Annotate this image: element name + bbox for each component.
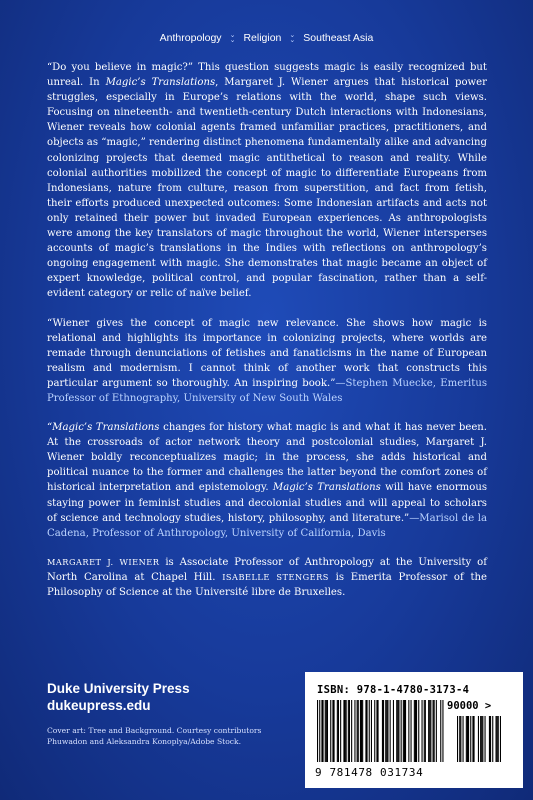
price-code: 90000 > xyxy=(447,700,492,712)
barcode-supplement-bar xyxy=(467,716,468,762)
barcode-bar xyxy=(401,700,402,762)
barcode-supplement-bar xyxy=(497,716,498,762)
barcode-bar xyxy=(345,700,346,762)
barcode-bar xyxy=(330,700,331,762)
barcode-bar xyxy=(348,700,349,762)
barcode-bar xyxy=(319,700,320,762)
barcode-bar xyxy=(337,700,338,762)
back-cover-text xyxy=(47,60,487,614)
endorsement-muecke: “Wiener gives the concept of magic new relevance. She shows how magic is relational and highlights its importance in colonizing projects, where worlds are remade through denunciations of fetishes and fanaticisms in the name of European realism and modernism. I cannot think of another work that constructs this particular argument so thoroughly. An inspiring book.”—Stephen Muecke, Emeritus Professor of Ethnography, University of New South Wales xyxy=(47,317,488,404)
barcode-bar xyxy=(365,700,366,762)
barcode-supplement-bar xyxy=(468,716,469,762)
barcode-bar xyxy=(414,700,415,762)
barcode-bar xyxy=(343,700,344,762)
barcode-bar xyxy=(387,700,388,762)
barcode-bar xyxy=(404,700,405,762)
barcode-supplement-bar xyxy=(480,716,481,762)
endorsement-cadena: “Magic’s Translations changes for history what magic is and what it has never been. At the crossroads of actor network theory and postcolonial studies, Margaret J. Wiener boldly reconceptualizes magic; in the process, she adds historical and political nuance to the former and challenges the latter beyond the comfort zones of historical interpretation and epistemology. Magic’s Translations will have enormous staying power in feminist studies and decolonial studies and will appeal to scholars of science and technology studies, history, philosophy, and literature.”—Marisol de la Cadena, Professor of Anthropology, University of California, Davis xyxy=(47,422,488,539)
barcode-supplement-bar xyxy=(463,716,464,762)
barcode-bar xyxy=(405,700,406,762)
barcode-bar xyxy=(351,700,352,762)
barcode-bar xyxy=(398,700,399,762)
barcode-supplement-bar xyxy=(485,716,486,762)
barcode-bar xyxy=(411,700,412,762)
barcode-supplement-bar xyxy=(500,716,501,762)
cover-art-credit: Cover art: Tree and Background. Courtesy contributors Phuwadon and Aleksandra Konoplya/Adobe Stock. xyxy=(47,726,262,746)
author-name: ISABELLE STENGERS xyxy=(222,571,329,582)
barcode-bar xyxy=(378,700,379,762)
publisher-url: dukeupress.edu xyxy=(47,698,151,713)
barcode-supplement-bar xyxy=(481,716,482,762)
barcode-bar xyxy=(424,700,425,762)
barcode-bar xyxy=(415,700,416,762)
publisher-name: Duke University Press xyxy=(47,681,190,696)
barcode-bar xyxy=(321,700,322,762)
barcode-bar xyxy=(382,700,383,762)
chevron-separator-icon: ⌄ ⌄ xyxy=(289,32,296,44)
category-southeast-asia: Southeast Asia xyxy=(303,32,374,44)
barcode-bar xyxy=(425,700,426,762)
barcode-bar xyxy=(397,700,398,762)
category-religion: Religion xyxy=(243,32,282,44)
isbn-digits: 9 781478 031734 xyxy=(315,766,424,779)
barcode-bar xyxy=(433,700,434,762)
barcode-bar xyxy=(385,700,386,762)
barcode-bar xyxy=(434,700,435,762)
barcode-bar xyxy=(338,700,339,762)
author-name: MARGARET J. WIENER xyxy=(47,556,160,567)
category-anthropology: Anthropology xyxy=(159,32,222,44)
barcode-supplement-bar xyxy=(472,716,473,762)
barcode-bar xyxy=(357,700,358,762)
barcode-bar xyxy=(349,700,350,762)
barcode-bar xyxy=(358,700,359,762)
barcode-bar xyxy=(361,700,362,762)
barcode-bar xyxy=(383,700,384,762)
barcode-bar xyxy=(408,700,409,762)
barcode-bar xyxy=(332,700,333,762)
isbn-barcode xyxy=(305,672,523,788)
barcode-supplement-bar xyxy=(478,716,479,762)
barcode-bar xyxy=(334,700,335,762)
book-description: “Do you believe in magic?” This question suggests magic is easily recognized but unreal. In Magic’s Translations, Margaret J. Wiener argues that historical power struggles, especially in Europe’s relations with the world, shape such views. Focusing on nineteenth- and twentieth-century Dutch interactions with Indonesians, Wiener reveals how colonial agents framed unfamiliar practices, practitioners, and objects as “magic,” rendering distinct phenomena fundamentally alike and advancing colonizing projects that deemed magic antithetical to reason and reality. While colonial authorities mobilized the concept of magic to differentiate Europeans from Indonesians, nature from culture, reason from superstition, and fact from fetish, their efforts produced unexpected outcomes: Some Indonesian artifacts and acts not only retained their power but invaded European experiences. As anthropologists were among the key translators of magic throughout the world, Wiener intersperses accounts of magic’s translations in the Indies with reflections on anthropology’s ongoing engagement with magic. She demonstrates that magic became an object of expert knowledge, political control, and popular fascination, rather than a self-evident category or relic of naïve belief. xyxy=(47,62,487,300)
barcode-supplement-bar xyxy=(466,716,467,762)
barcode-bar xyxy=(371,700,372,762)
subject-categories xyxy=(0,32,533,44)
barcode-supplement-bar xyxy=(457,716,458,762)
barcode-bar xyxy=(442,700,443,762)
barcode-bar xyxy=(346,700,347,762)
barcode-bar xyxy=(317,700,318,762)
barcode-bar xyxy=(374,700,375,762)
barcode-bar xyxy=(386,700,387,762)
barcode-bar xyxy=(362,700,363,762)
barcode-bar xyxy=(369,700,370,762)
barcode-supplement-bar xyxy=(470,716,471,762)
barcode-bar xyxy=(430,700,431,762)
barcode-supplement-bar xyxy=(490,716,491,762)
barcode-bar xyxy=(327,700,328,762)
author-bios: MARGARET J. WIENER is Associate Professor of Anthropology at the University of North Carolina at Chapel Hill. ISABELLE STENGERS is Emerita Professor of the Philosophy of Science at the Université libre de Bruxelles. xyxy=(47,556,487,598)
barcode-supplement-bar xyxy=(498,716,499,762)
barcode-supplement-bar xyxy=(474,716,475,762)
barcode-bar xyxy=(393,700,394,762)
barcode-bar xyxy=(396,700,397,762)
barcode-bar xyxy=(340,700,341,762)
barcode-bar xyxy=(360,700,361,762)
barcode-bar xyxy=(354,700,355,762)
barcode-supplement-bar xyxy=(492,716,493,762)
barcode-bar xyxy=(325,700,326,762)
barcode-bar xyxy=(403,700,404,762)
barcode-bar xyxy=(323,700,324,762)
barcode-bars xyxy=(317,700,512,764)
barcode-supplement-bar xyxy=(482,716,483,762)
publisher-block xyxy=(47,680,190,714)
barcode-bar xyxy=(367,700,368,762)
barcode-bar xyxy=(428,700,429,762)
barcode-supplement-bar xyxy=(460,716,461,762)
endorsement-credit: —Stephen Muecke, Emeritus Professor of Ethnography, University of New South Wales xyxy=(47,377,488,404)
barcode-bar xyxy=(376,700,377,762)
barcode-supplement-bar xyxy=(459,716,460,762)
isbn-label: ISBN: 978-1-4780-3173-4 xyxy=(317,684,470,696)
barcode-bar xyxy=(416,700,417,762)
barcode-bar xyxy=(429,700,430,762)
barcode-supplement-bar xyxy=(489,716,490,762)
barcode-bar xyxy=(326,700,327,762)
barcode-bar xyxy=(440,700,441,762)
barcode-bar xyxy=(418,700,419,762)
barcode-bar xyxy=(436,700,437,762)
endorsement-credit: —Marisol de la Cadena, Professor of Anthropology, University of California, Davis xyxy=(47,512,487,539)
book-title-italic: Magic’s Translations xyxy=(105,77,216,89)
barcode-bar xyxy=(422,700,423,762)
barcode-supplement-bar xyxy=(496,716,497,762)
barcode-bar xyxy=(390,700,391,762)
chevron-separator-icon: ⌄ ⌄ xyxy=(229,32,236,44)
